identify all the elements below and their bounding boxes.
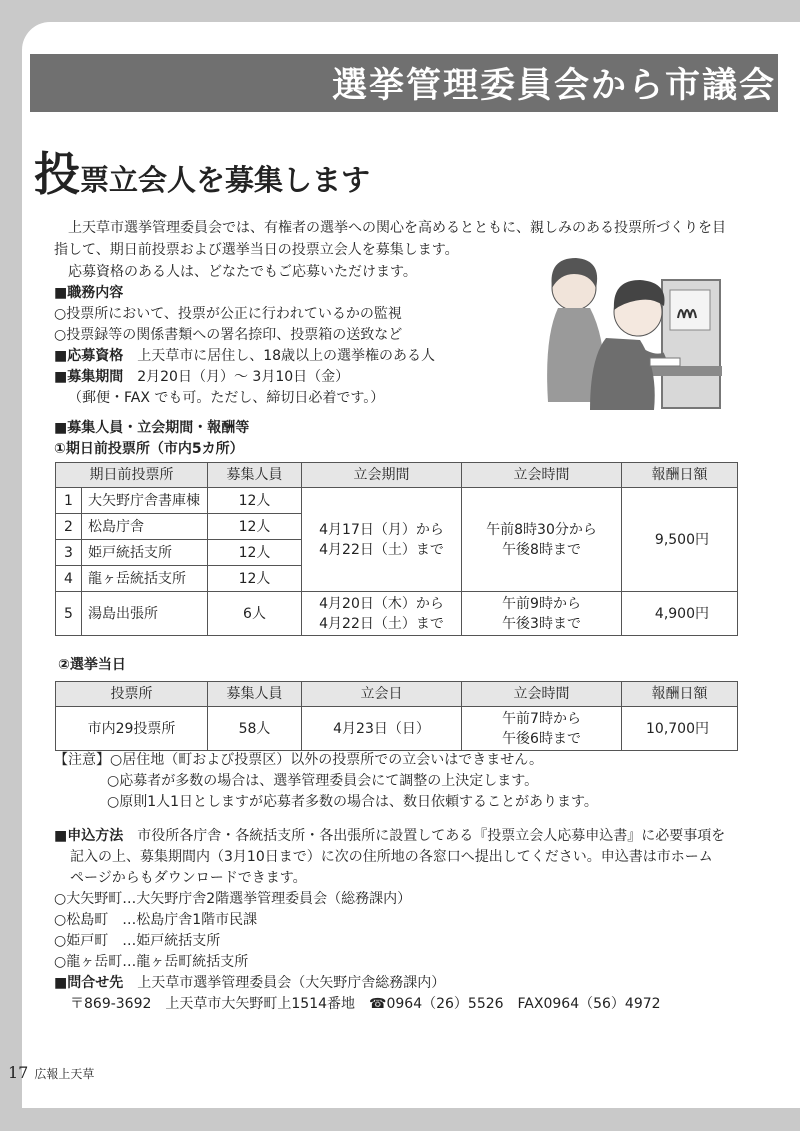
col-header: 募集人員 [208,463,302,488]
office-item: ○松島町 …松島庁舎1階市民課 [54,912,258,928]
count: 12人 [208,488,302,514]
row-number: 1 [56,488,82,514]
title-rest: 票立会人を募集します [80,163,371,197]
col-header: 報酬日額 [622,463,738,488]
place-name: 市内29投票所 [56,707,208,751]
apply-text: ページからもダウンロードできます。 [70,870,307,886]
time-cell [462,707,622,751]
apply-label: ■申込方法 [54,828,124,844]
page-title [34,138,370,204]
date-cell: 4月23日（日） [302,707,462,751]
period-note: （郵便・FAX でも可。ただし、締切日必着です。） [68,390,385,406]
fee-cell: 9,500円 [622,488,738,592]
early-heading: ①期日前投票所（市内5カ所） [54,441,244,457]
election-day-table [55,681,738,751]
early-voting-table [55,462,738,636]
qualification-row [54,346,435,367]
intro-line: 上天草市選挙管理委員会では、有権者の選挙への関心を高めるとともに、親しみのある投票所づくりを目 [68,220,726,236]
place-name: 龍ヶ岳統括支所 [82,566,208,592]
row-number: 2 [56,514,82,540]
page-number: 17 [8,1063,29,1082]
fee-cell: 4,900円 [622,592,738,636]
time-line: 午前7時から [502,710,581,727]
period-cell [302,592,462,636]
note-line: 【注意】○居住地（町および投票区）以外の投票所での立会いはできません。 [54,752,544,768]
col-header: 募集人員 [208,682,302,707]
place-name: 大矢野庁舎書庫棟 [82,488,208,514]
duties-heading: ■職務内容 [54,285,124,301]
count: 12人 [208,540,302,566]
intro-line: 応募資格のある人は、どなたでもご応募いただけます。 [68,264,417,280]
time-line: 午後6時まで [502,730,581,747]
col-header: 立会時間 [462,463,622,488]
title-first-char: 投 [34,147,80,201]
period-line: 4月17日（月）から [319,521,444,538]
time-cell [462,488,622,592]
table-row [56,488,738,514]
place-name: 姫戸統括支所 [82,540,208,566]
apply-row [54,826,725,847]
duty-item: ○投票録等の関係書類への署名捺印、投票箱の送致など [54,327,403,343]
count: 58人 [208,707,302,751]
apply-text: 記入の上、募集期間内（3月10日まで）に次の住所地の各窓口へ提出してください。申込書は市ホーム [70,849,713,865]
col-header: 立会時間 [462,682,622,707]
office-item: ○大矢野町…大矢野庁舎2階選挙管理委員会（総務課内） [54,891,412,907]
row-number: 3 [56,540,82,566]
time-cell [462,592,622,636]
period-text: 2月20日（月）～ 3月10日（金） [137,369,350,385]
office-item: ○姫戸町 …姫戸統括支所 [54,933,221,949]
office-item: ○龍ヶ岳町…龍ヶ岳町統括支所 [54,954,249,970]
section-banner: 選挙管理委員会から市議会 [30,54,778,112]
recruit-heading: ■募集人員・立会期間・報酬等 [54,420,250,436]
col-header: 立会日 [302,682,462,707]
note-line: ○応募者が多数の場合は、選挙管理委員会にて調整の上決定します。 [107,773,539,789]
row-number: 5 [56,592,82,636]
col-header: 投票所 [56,682,208,707]
col-header: 立会期間 [302,463,462,488]
time-line: 午前8時30分から [486,521,597,538]
election-day-heading: ②選挙当日 [58,657,126,673]
period-row [54,367,349,388]
col-header: 報酬日額 [622,682,738,707]
publication-name: 広報上天草 [34,1067,95,1081]
period-line: 4月22日（土）まで [319,541,444,558]
col-header: 期日前投票所 [56,463,208,488]
page-footer [8,1063,94,1082]
count: 12人 [208,566,302,592]
period-cell [302,488,462,592]
count: 6人 [208,592,302,636]
row-number: 4 [56,566,82,592]
table-row [56,707,738,751]
count: 12人 [208,514,302,540]
period-line: 4月20日（木）から [319,595,444,612]
contact-address: 〒869-3692 上天草市大矢野町上1514番地 ☎0964（26）5526 FAX0964（56）4972 [70,996,661,1012]
qualification-text: 上天草市に居住し、18歳以上の選挙権のある人 [137,348,436,364]
time-line: 午後3時まで [502,615,581,632]
intro-line: 指して、期日前投票および選挙当日の投票立会人を募集します。 [54,242,459,258]
place-name: 松島庁舎 [82,514,208,540]
table-row [56,592,738,636]
time-line: 午前9時から [502,595,581,612]
time-line: 午後8時まで [502,541,581,558]
period-line: 4月22日（土）まで [319,615,444,632]
contact-row [54,973,445,994]
duty-item: ○投票所において、投票が公正に行われているかの監視 [54,306,402,322]
contact-label: ■問合せ先 [54,975,124,991]
apply-text: 市役所各庁舎・各統括支所・各出張所に設置してある『投票立会人応募申込書』に必要事項を [137,828,726,844]
contact-text: 上天草市選挙管理委員会（大矢野庁舎総務課内） [137,975,446,991]
polling-illustration [522,240,732,412]
period-label: ■募集期間 [54,369,124,385]
qualification-label: ■応募資格 [54,348,124,364]
fee-cell: 10,700円 [622,707,738,751]
note-line: ○原則1人1日としますが応募者多数の場合は、数日依頼することがあります。 [107,794,598,810]
place-name: 湯島出張所 [82,592,208,636]
